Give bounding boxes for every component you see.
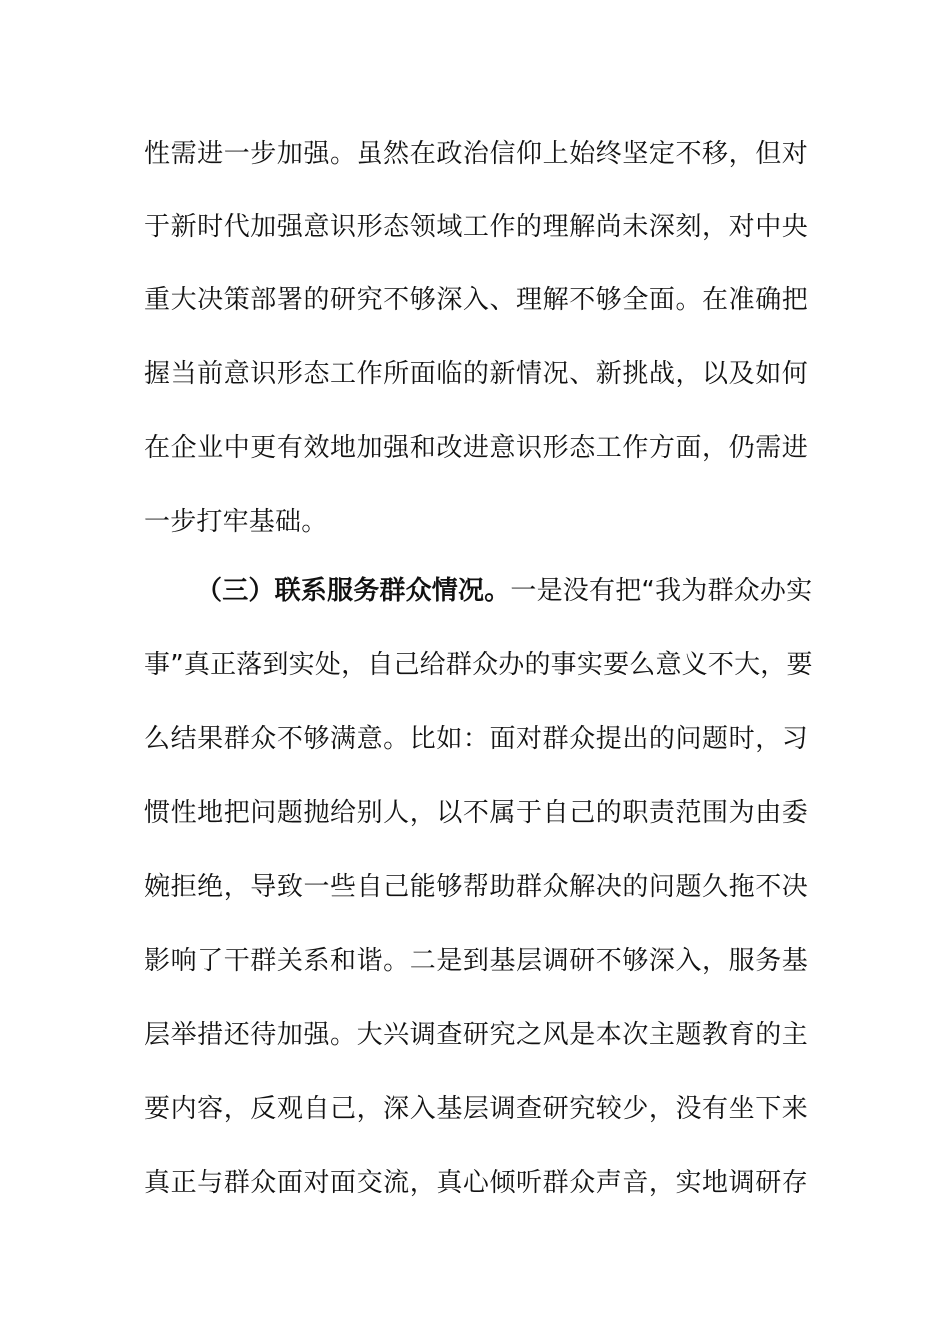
text-line: 影响了干群关系和谐。二是到基层调研不够深入，服务基 [144,946,808,976]
text-line: 要内容，反观自己，深入基层调查研究较少，没有坐下来 [144,1094,808,1124]
text-line: 么结果群众不够满意。比如：面对群众提出的问题时，习 [144,724,808,754]
section-heading: （三）联系服务群众情况。 [196,576,511,606]
text-line: 在企业中更有效地加强和改进意识形态工作方面，仍需进 [144,433,808,463]
text-line: 性需进一步加强。虽然在政治信仰上始终坚定不移，但对 [144,139,808,169]
heading-line-text: 一是没有把“我为群众办实 [510,576,813,606]
text-line: 婉拒绝，导致一些自己能够帮助群众解决的问题久拖不决 [144,872,808,902]
section-heading-line [196,571,813,611]
text-line: 层举措还待加强。大兴调查研究之风是本次主题教育的主 [144,1020,808,1050]
text-line: 重大决策部署的研究不够深入、理解不够全面。在准确把 [144,285,808,315]
text-line: 握当前意识形态工作所面临的新情况、新挑战，以及如何 [144,359,808,389]
text-line: 事”真正落到实处，自己给群众办的事实要么意义不大，要 [144,650,813,680]
text-line: 惯性地把问题抛给别人，以不属于自己的职责范围为由委 [144,798,808,828]
text-line: 真正与群众面对面交流，真心倾听群众声音，实地调研存 [144,1168,808,1198]
text-line: 一步打牢基础。 [144,507,328,537]
text-line: 于新时代加强意识形态领域工作的理解尚未深刻，对中央 [144,212,808,242]
